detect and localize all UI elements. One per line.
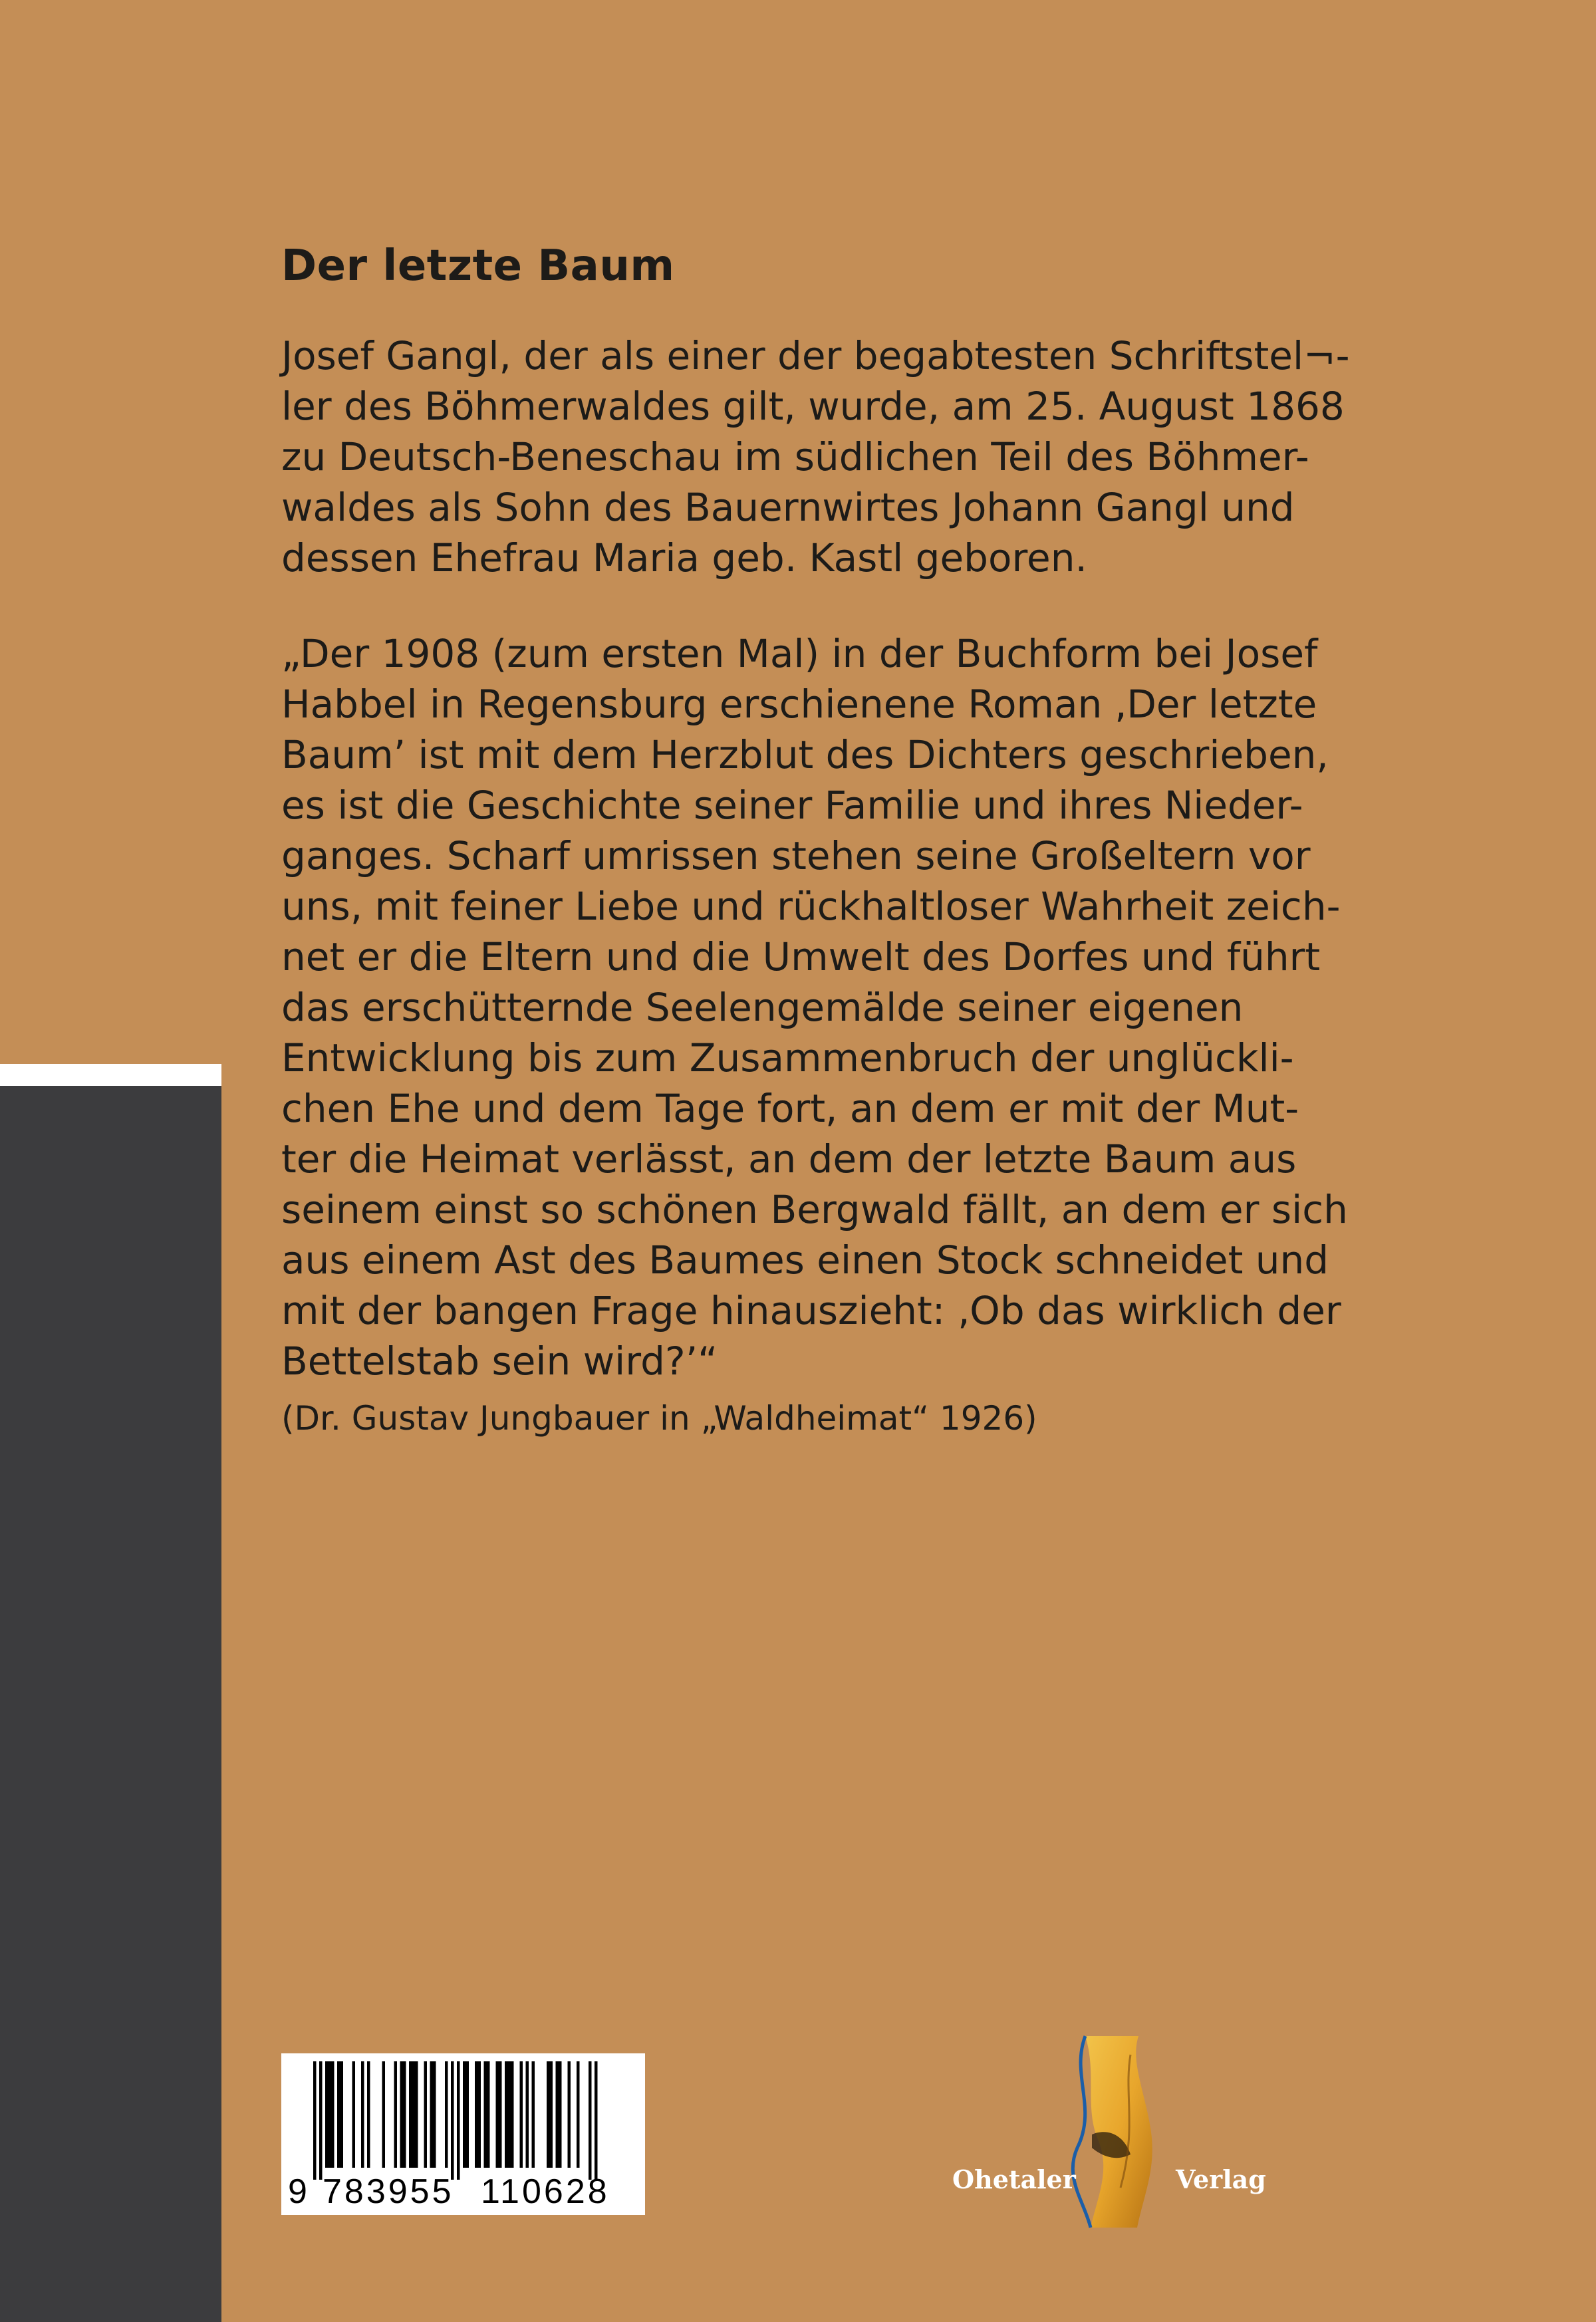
text-line: Bettelstab sein wird?’“ — [281, 1339, 718, 1384]
text-line: Habbel in Regensburg erschienene Roman ‚Der letzte — [281, 682, 1317, 727]
barcode-bar — [412, 2061, 416, 2168]
barcode-bar — [505, 2061, 508, 2168]
blurb-text-block — [281, 229, 1372, 1445]
barcode-bar — [403, 2061, 406, 2168]
barcode-bar — [382, 2061, 386, 2168]
barcode-bar — [340, 2061, 344, 2168]
barcode-bar — [511, 2061, 514, 2168]
barcode-digits — [281, 2172, 645, 2212]
barcode-bar — [430, 2061, 434, 2168]
barcode-bar — [394, 2061, 398, 2168]
barcode-bar — [337, 2061, 340, 2168]
quill-feather-icon — [1051, 2035, 1170, 2234]
barcode-bar — [329, 2061, 332, 2168]
text-line: seinem einst so schönen Bergwald fällt, an dem er sich — [281, 1187, 1348, 1232]
text-line: Josef Gangl, der als einer der begabtesten Schriftstel¬- — [281, 333, 1350, 378]
barcode-bar — [547, 2061, 550, 2168]
text-line: mit der bangen Frage hinauszieht: ‚Ob das wirklich der — [281, 1288, 1341, 1333]
barcode-bar — [361, 2061, 364, 2168]
barcode-bar — [556, 2061, 559, 2168]
text-line: waldes als Sohn des Bauernwirtes Johann Gangl und — [281, 485, 1295, 530]
barcode-bar — [331, 2061, 334, 2168]
barcode-bar — [313, 2061, 317, 2180]
barcode-bar — [496, 2061, 499, 2168]
barcode-left-group: 783955 — [323, 2172, 454, 2211]
text-line: aus einem Ast des Baumes einen Stock schneidet und — [281, 1237, 1329, 1283]
barcode-bar — [319, 2061, 323, 2180]
isbn-barcode — [281, 2053, 645, 2215]
text-line: net er die Eltern und die Umwelt des Dorfes und führt — [281, 934, 1321, 979]
barcode-bar — [409, 2061, 412, 2168]
barcode-bar — [445, 2061, 448, 2168]
barcode-bar — [367, 2061, 370, 2168]
barcode-bar — [526, 2061, 529, 2168]
text-line: ter die Heimat verlässt, an dem der letzte Baum aus — [281, 1136, 1297, 1182]
barcode-bar — [520, 2061, 523, 2168]
text-line: ler des Böhmerwaldes gilt, wurde, am 25. August 1868 — [281, 384, 1345, 429]
barcode-bar — [457, 2061, 460, 2180]
barcode-bar — [451, 2061, 454, 2180]
spine-white-stripe — [0, 1064, 221, 1086]
quote-citation: (Dr. Gustav Jungbauer in „Waldheimat“ 1926) — [281, 1399, 1037, 1438]
text-line: uns, mit feiner Liebe und rückhaltloser Wahrheit zeich- — [281, 884, 1341, 929]
publisher-name-right: Verlag — [1176, 2164, 1266, 2194]
barcode-bar — [415, 2061, 418, 2168]
text-line: es ist die Geschichte seiner Familie und ihres Nieder- — [281, 783, 1303, 828]
barcode-bar — [478, 2061, 481, 2168]
text-line: „Der 1908 (zum ersten Mal) in der Buchform bei Josef — [281, 631, 1318, 676]
text-line: ganges. Scharf umrissen stehen seine Großeltern vor — [281, 833, 1311, 878]
barcode-bar — [550, 2061, 553, 2168]
review-quote — [281, 628, 1372, 1386]
text-line: Entwicklung bis zum Zusammenbruch der unglückli- — [281, 1035, 1294, 1081]
book-title: Der letzte Baum — [281, 241, 675, 291]
barcode-bar — [595, 2061, 598, 2180]
barcode-bar — [559, 2061, 562, 2168]
barcode-bar — [475, 2061, 478, 2168]
barcode-bar — [352, 2061, 356, 2168]
barcode-bar — [466, 2061, 469, 2168]
barcode-bar — [568, 2061, 571, 2168]
barcode-bar — [508, 2061, 511, 2168]
text-line: das erschütternde Seelengemälde seiner eigenen — [281, 985, 1244, 1030]
barcode-bar — [484, 2061, 487, 2168]
text-line: Baum’ ist mit dem Herzblut des Dichters geschrieben, — [281, 732, 1329, 777]
barcode-bar — [487, 2061, 490, 2168]
barcode-bar — [499, 2061, 502, 2168]
barcode-first-digit: 9 — [288, 2172, 307, 2211]
barcode-bar — [577, 2061, 580, 2168]
barcode-bar — [325, 2061, 329, 2168]
text-line: zu Deutsch-Beneschau im südlichen Teil des Böhmer- — [281, 434, 1309, 479]
publisher-logo — [944, 2035, 1277, 2234]
text-line: dessen Ehefrau Maria geb. Kastl geboren. — [281, 535, 1087, 580]
spine-dark-band — [0, 1086, 221, 2322]
barcode-bar — [532, 2061, 535, 2168]
barcode-bar — [589, 2061, 592, 2180]
barcode-bar — [400, 2061, 404, 2168]
barcode-bar — [463, 2061, 466, 2168]
barcode-bars — [281, 2053, 645, 2180]
barcode-bar — [424, 2061, 428, 2168]
publisher-name-left: Ohetaler — [952, 2164, 1076, 2194]
barcode-right-group: 110628 — [481, 2172, 610, 2211]
barcode-bar — [433, 2061, 436, 2168]
text-line: chen Ehe und dem Tage fort, an dem er mit der Mut- — [281, 1086, 1299, 1131]
author-biography — [281, 330, 1372, 583]
